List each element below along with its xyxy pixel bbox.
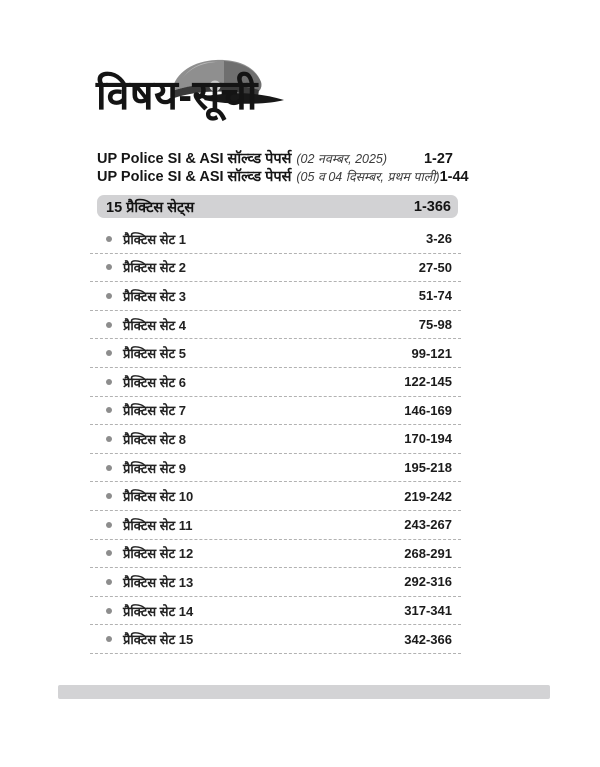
practice-set-row <box>90 425 461 454</box>
practice-set-row <box>90 225 461 254</box>
practice-set-label: प्रैक्टिस सेट 9 <box>123 460 186 476</box>
practice-set-label: प्रैक्टिस सेट 14 <box>123 603 194 619</box>
practice-set-row <box>90 311 461 340</box>
solved-paper-label: UP Police SI & ASI सॉल्व्ड पेपर्स <box>97 151 292 167</box>
practice-set-label: प्रैक्टिस सेट 6 <box>123 374 186 390</box>
practice-set-row <box>90 511 461 540</box>
bullet-icon <box>106 436 112 442</box>
practice-set-pages: 342-366 <box>404 631 452 647</box>
practice-set-row <box>90 568 461 597</box>
solved-paper-detail: (05 व 04 दिसम्बर, प्रथम पाली) <box>296 170 440 184</box>
solved-paper-pages: 1-27 <box>423 151 453 167</box>
bullet-icon <box>106 379 112 385</box>
section-pages: 1-366 <box>413 198 451 215</box>
bullet-icon <box>106 608 112 614</box>
bullet-icon <box>106 550 112 556</box>
practice-set-pages: 195-218 <box>404 460 452 476</box>
bullet-icon <box>106 522 112 528</box>
solved-paper-pages: 1-44 <box>439 169 469 185</box>
practice-set-row <box>90 339 461 368</box>
practice-set-row <box>90 397 461 426</box>
practice-set-row <box>90 625 461 654</box>
practice-set-pages: 3-26 <box>425 231 452 247</box>
practice-set-label: प्रैक्टिस सेट 5 <box>123 346 186 362</box>
practice-set-pages: 75-98 <box>418 317 452 333</box>
practice-set-pages: 51-74 <box>418 288 452 304</box>
bullet-icon <box>106 579 112 585</box>
page-title: विषय-सूची <box>96 72 258 118</box>
practice-set-label: प्रैक्टिस सेट 2 <box>123 260 186 276</box>
practice-set-label: प्रैक्टिस सेट 7 <box>123 403 186 419</box>
practice-set-label: प्रैक्टिस सेट 15 <box>123 632 194 648</box>
bullet-icon <box>106 465 112 471</box>
practice-set-pages: 170-194 <box>404 431 452 447</box>
practice-set-pages: 292-316 <box>404 574 452 590</box>
practice-set-label: प्रैक्टिस सेट 1 <box>123 231 186 247</box>
practice-set-label: प्रैक्टिस सेट 13 <box>123 574 194 590</box>
practice-set-pages: 268-291 <box>404 545 452 561</box>
section-title: 15 प्रैक्टिस सेट्स <box>106 199 195 216</box>
bullet-icon <box>106 322 112 328</box>
practice-sets-list <box>90 225 461 654</box>
practice-set-pages: 122-145 <box>404 374 452 390</box>
bullet-icon <box>106 493 112 499</box>
practice-set-row <box>90 482 461 511</box>
practice-set-label: प्रैक्टिस सेट 3 <box>123 288 186 304</box>
bullet-icon <box>106 264 112 270</box>
solved-paper-detail: (02 नवम्बर, 2025) <box>296 152 388 166</box>
practice-set-pages: 146-169 <box>404 402 452 418</box>
practice-set-label: प्रैक्टिस सेट 8 <box>123 431 186 447</box>
practice-set-pages: 219-242 <box>404 488 452 504</box>
practice-set-row <box>90 368 461 397</box>
solved-papers-list <box>97 150 469 186</box>
practice-set-pages: 99-121 <box>411 345 452 361</box>
practice-set-pages: 317-341 <box>404 603 452 619</box>
practice-set-pages: 243-267 <box>404 517 452 533</box>
bullet-icon <box>106 293 112 299</box>
footer-divider-bar <box>58 685 550 699</box>
practice-sets-header <box>97 195 458 218</box>
practice-set-pages: 27-50 <box>418 259 452 275</box>
solved-paper-row <box>97 150 458 168</box>
bullet-icon <box>106 236 112 242</box>
practice-set-row <box>90 454 461 483</box>
solved-paper-label: UP Police SI & ASI सॉल्व्ड पेपर्स <box>97 169 292 185</box>
bullet-icon <box>106 407 112 413</box>
practice-set-row <box>90 597 461 626</box>
bullet-icon <box>106 636 112 642</box>
practice-set-row <box>90 540 461 569</box>
practice-set-row <box>90 254 461 283</box>
solved-paper-row <box>97 168 469 186</box>
bullet-icon <box>106 350 112 356</box>
practice-set-label: प्रैक्टिस सेट 4 <box>123 317 186 333</box>
practice-set-row <box>90 282 461 311</box>
practice-set-label: प्रैक्टिस सेट 12 <box>123 546 194 562</box>
practice-set-label: प्रैक्टिस सेट 11 <box>123 517 193 533</box>
practice-set-label: प्रैक्टिस सेट 10 <box>123 489 194 505</box>
